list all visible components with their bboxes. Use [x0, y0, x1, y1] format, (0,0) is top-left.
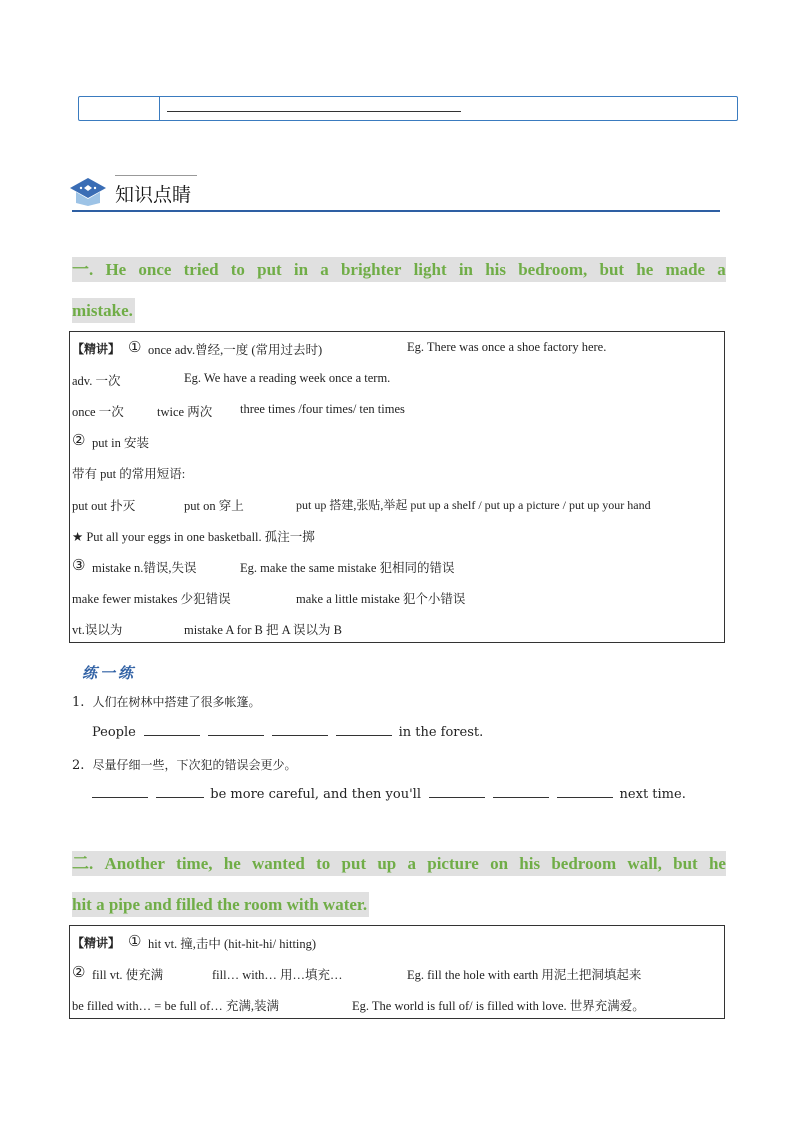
heading-word: Another: [104, 854, 165, 873]
box1-row-7-a: ★ Put all your eggs in one basketball. 孤注一掷: [72, 530, 315, 544]
section-title: 知识点睛: [115, 184, 192, 206]
heading-word: bedroom,: [518, 260, 588, 279]
heading-word: 一.: [72, 260, 94, 279]
box1-row-10-b: mistake A for B 把 A 误以为 B: [184, 623, 342, 637]
title-overline: [115, 175, 197, 176]
jingjiang-tag: 【精讲】: [72, 936, 121, 950]
heading-1-line-2: mistake.: [72, 298, 135, 323]
heading-word: put: [341, 854, 367, 873]
question-2: [72, 756, 297, 773]
box2-row-1-a: hit vt. 撞,击中 (hit-hit-hi/ hitting): [148, 937, 317, 951]
header-table: [78, 96, 738, 121]
circle-number-1: ①: [128, 340, 142, 356]
heading-word: his: [519, 854, 541, 873]
heading-word: in: [293, 260, 309, 279]
heading-1-line-1: [72, 257, 726, 282]
blank-line: [167, 111, 461, 112]
heading-word: to: [230, 260, 245, 279]
answer-blank[interactable]: [92, 797, 148, 798]
box1-row-2-b: Eg. We have a reading week once a term.: [184, 371, 391, 385]
answer-blank[interactable]: [144, 735, 200, 736]
section-underline: [72, 210, 720, 212]
answer-2-mid: be more careful, and then you'll: [210, 787, 421, 802]
heading-word: made: [665, 260, 706, 279]
heading-word: picture: [427, 854, 479, 873]
box2-row-2-b: fill… with… 用…填充…: [212, 968, 343, 982]
circle-number-3: ③: [72, 558, 86, 574]
circle-number-2: ②: [72, 965, 86, 981]
heading-1: [72, 257, 726, 327]
explanation-box-2: [69, 925, 725, 1019]
heading-word: but: [673, 854, 698, 873]
box1-row-1-a: once adv.曾经,一度 (常用过去时): [148, 343, 323, 357]
box2-row-2-c: Eg. fill the hole with earth 用泥土把洞填起来: [407, 968, 642, 982]
heading-2-words: [72, 851, 726, 876]
heading-word: to: [316, 854, 331, 873]
heading-2: [72, 851, 726, 921]
heading-word: a: [407, 854, 416, 873]
answer-1-suffix: in the forest.: [398, 725, 484, 740]
question-1-answer: [92, 725, 483, 740]
answer-blank[interactable]: [557, 797, 613, 798]
box1-row-3-a: once 一次: [72, 405, 124, 419]
answer-blank[interactable]: [272, 735, 328, 736]
answer-blank[interactable]: [429, 797, 485, 798]
question-1-number: 1.: [72, 695, 85, 710]
box1-row-2-a: adv. 一次: [72, 374, 121, 388]
question-1-text: 人们在树林中搭建了很多帐篷。: [92, 695, 261, 709]
heading-word: tried: [183, 260, 219, 279]
heading-word: light: [413, 260, 447, 279]
jingjiang-tag: 【精讲】: [72, 342, 121, 356]
heading-word: wanted: [251, 854, 305, 873]
box1-row-4-a: put in 安装: [92, 436, 149, 450]
practice-title: 练一练: [82, 664, 137, 682]
heading-word: up: [377, 854, 397, 873]
box2-row-3-b: Eg. The world is full of/ is filled with love. 世界充满爱。: [352, 999, 645, 1013]
circle-number-1: ①: [128, 934, 142, 950]
answer-blank[interactable]: [336, 735, 392, 736]
box1-row-9-b: make a little mistake 犯个小错误: [296, 592, 466, 606]
heading-word: 二.: [72, 854, 94, 873]
box2-row-3-a: be filled with… = be full of… 充满,装满: [72, 999, 280, 1013]
heading-1-words: [72, 257, 726, 282]
box1-row-5-a: 带有 put 的常用短语:: [72, 467, 186, 481]
box1-row-3-b: twice 两次: [157, 405, 213, 419]
question-2-text: 尽量仔细一些，下次犯的错误会更少。: [92, 758, 297, 772]
box1-row-8-b: Eg. make the same mistake 犯相同的错误: [240, 561, 455, 575]
explanation-box-1: [69, 331, 725, 643]
answer-1-prefix: People: [92, 725, 136, 740]
circle-number-2: ②: [72, 433, 86, 449]
answer-blank[interactable]: [208, 735, 264, 736]
heading-word: he: [708, 854, 726, 873]
box1-row-6-a: put out 扑灭: [72, 499, 136, 513]
graduation-cap-icon: [66, 172, 110, 208]
box1-row-6-c: put up 搭建,张贴,举起 put up a shelf / put up a picture / put up your hand: [296, 498, 651, 512]
box1-row-1-b: Eg. There was once a shoe factory here.: [407, 340, 607, 354]
heading-word: He: [105, 260, 127, 279]
answer-blank[interactable]: [156, 797, 204, 798]
heading-word: bedroom: [551, 854, 617, 873]
box1-row-6-b: put on 穿上: [184, 499, 244, 513]
heading-word: he: [636, 260, 654, 279]
heading-word: time,: [176, 854, 213, 873]
answer-blank[interactable]: [493, 797, 549, 798]
heading-word: wall,: [627, 854, 662, 873]
box1-row-9-a: make fewer mistakes 少犯错误: [72, 592, 231, 606]
heading-word: put: [257, 260, 282, 279]
question-2-answer: [92, 787, 686, 802]
heading-word: a: [717, 260, 726, 279]
heading-word: but: [599, 260, 625, 279]
heading-word: his: [485, 260, 506, 279]
heading-word: brighter: [340, 260, 402, 279]
box1-row-8-a: mistake n.错误,失误: [92, 561, 197, 575]
question-2-number: 2.: [72, 758, 85, 773]
box2-row-2-a: fill vt. 使充满: [92, 968, 164, 982]
question-1: [72, 693, 261, 710]
box1-row-10-a: vt.误以为: [72, 623, 123, 637]
heading-word: once: [138, 260, 172, 279]
heading-word: he: [223, 854, 241, 873]
heading-word: on: [490, 854, 509, 873]
heading-2-line-2: hit a pipe and filled the room with water.: [72, 892, 369, 917]
heading-word: a: [320, 260, 329, 279]
heading-2-line-1: [72, 851, 726, 876]
answer-2-suffix: next time.: [619, 787, 686, 802]
box1-row-3-c: three times /four times/ ten times: [240, 402, 405, 416]
table-divider: [159, 97, 160, 120]
heading-word: in: [458, 260, 474, 279]
